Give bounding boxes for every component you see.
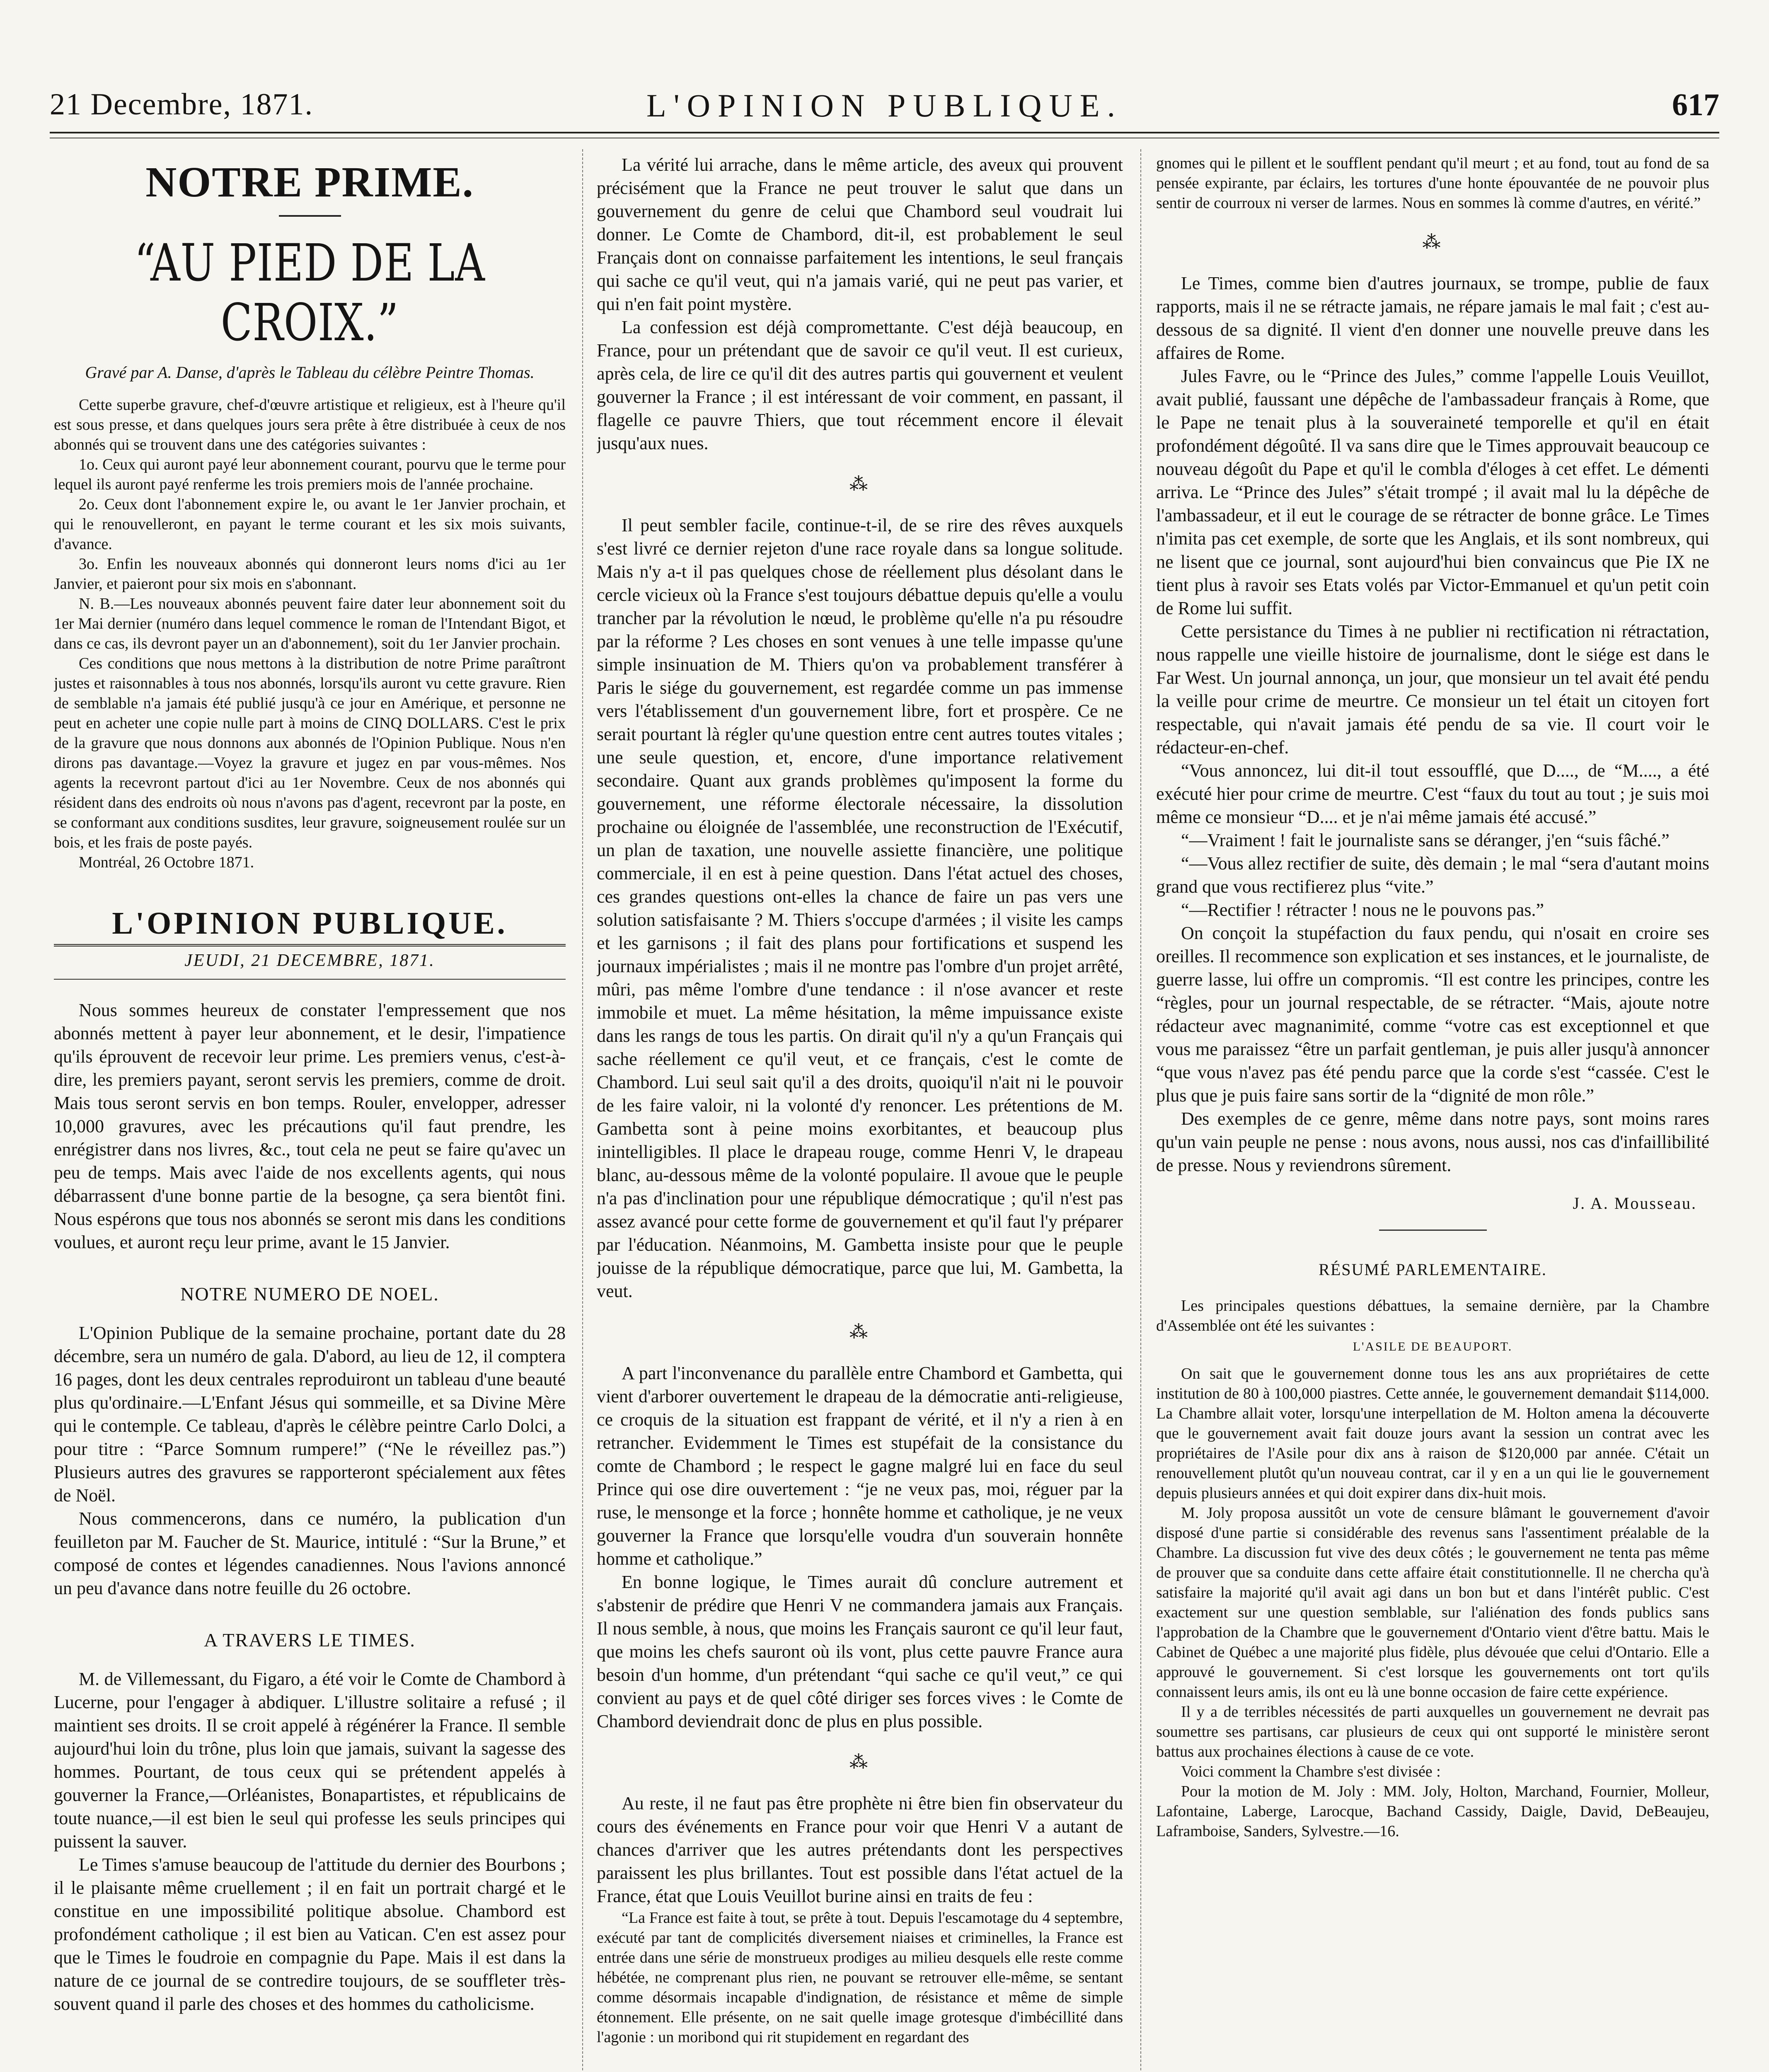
- column-3: [1156, 153, 1709, 2072]
- column-divider: [1140, 149, 1141, 2072]
- times-paragraph: M. de Villemessant, du Figaro, a été voir le Comte de Chambord à Lucerne, pour l'engager à abdiquer. L'illustre solitaire a refusé ; il maintient ses droits. Il se croit appelé à régénérer la France. Il semble aujourd'hui loin du trône, plus loin que jamais, suivant la sagesse des hommes. Pourtant, de tous ceux qui se prétendent appelés à gouverner la France,—Orléanistes, Bonapartistes, et républicains de toute nuance,—il est bien le seul qui professe les seuls principes qui puissent la sauver.: [54, 1669, 566, 1852]
- section-ornament: ⁂: [849, 474, 870, 494]
- article-paragraph: La vérité lui arrache, dans le même article, des aveux qui prouvent précisément que la France ne peut trouver le salut que dans un gouvernement du genre de celui que Chambord seul voudrait lui donner. Le Comte de Chambord, dit-il, est probablement le seul Français dont on connaisse parfaitement les intentions, le seul français qui sache ce qu'il veut, qui n'a jamais varié, qui ne peut pas varier, et qui n'en fait point mystère.: [597, 155, 1123, 314]
- page-number: 617: [1672, 87, 1719, 122]
- section-rule: [1379, 1230, 1487, 1231]
- resume-paragraph: Il y a de terribles nécessités de parti auxquelles un gouvernement ne devrait pas soumettre ses partisans, car plusieurs de ceux qui ont supporté le ministère seront battus aux prochaines élections à cause de ce vote.: [1156, 1703, 1709, 1760]
- article-paragraph: Il peut sembler facile, continue-t-il, de se rire des rêves auxquels s'est livré ce dernier rejeton d'une race royale dans sa longue solitude. Mais n'y a-t il pas quelques chose de réellement plus désolant dans le cercle vicieux où la France s'est toujours débattue depuis qu'elle a voulu trancher par la révolution le nœud, le problème qu'elle n'a pu résoudre par la réforme ? Les choses en sont venues à une telle impasse qu'une simple insinuation de M. Thiers qu'on va probablement transférer à Paris le siége du gouvernement, est regardée comme un pas immense vers l'établissement d'un gouvernement libre, fort et prospère. Ce ne serait pourtant là régler qu'une question entre cent autres toutes vitales ; une seule question, et, encore, d'une importance relativement secondaire. Quant aux grands problèmes qu'imposent la forme du gouvernement, une réforme électorale nécessaire, la dissolution prochaine ou éloignée de l'assemblée, une reconstruction de l'Exécutif, un plan de taxation, une nouvelle assiette financière, une politique commerciale, il en est à peine question. Dans l'état actuel des choses, ces grandes questions ont-elles la chance de faire un pas vers une solution satisfaisante ? M. Thiers s'occupe d'armées ; il visite les camps et les garnisons ; il fait des plans pour fortifications et suspend les journaux impérialistes ; mais il ne montre pas l'ombre d'un projet arrêté, mûri, pas même l'ombre d'une tendance : il n'ose avancer et reste immobile et muet. La même hésitation, la même impuissance existe dans les rangs de tous les partis. On dirait qu'il n'y a qu'un Français qui sache réellement ce qu'il veut, et ce français, c'est le comte de Chambord. Lui seul sait qu'il a des droits, quoiqu'il n'ait ni le pouvoir de les faire valoir, ni la volonté d'y renoncer. Les prétentions de M. Gambetta sont à peine moins exorbitantes, et beaucoup plus inintelligibles. Il place le drapeau rouge, comme Henri V, le drapeau blanc, au-dessous même de la volonté populaire. Il avoue que le peuple n'a pas d'inclination pour une république démocratique ; qu'il n'est pas assez avancé pour cette forme de gouvernement et qu'il faut l'y préparer par l'éducation. Néanmoins, M. Gambetta insiste pour que le peuple jouisse de la république démocratique, parce que lui, M. Gambetta, la veut.: [597, 515, 1123, 1301]
- column-1: [54, 153, 566, 2072]
- section-ornament: ⁂: [1422, 232, 1443, 252]
- article-paragraph: Jules Favre, ou le “Prince des Jules,” comme l'appelle Louis Veuillot, avait publié, faussant une dépêche de l'ambassadeur français à Rome, que le Pape ne tenait plus à la souveraineté temporelle et qu'il en était profondément dégoûté. Il va sans dire que le Times approuvait beaucoup ce nouveau dégoût du Pape et qu'il le combla d'éloges à cet effet. Le démenti arriva. Le “Prince des Jules” s'était trompé ; il avait mal lu la dépêche de l'ambassadeur, et il eut le courage de se rétracter de bonne grâce. Le Times n'imita pas cet exemple, de sorte que les Anglais, et ils sont nombreux, qui ne lisent que ce journal, sont aujourd'hui bien convaincus que Pie IX ne tient plus à ravoir ses Etats volés par Victor-Emmanuel et qu'un petit coin de Rome lui suffit.: [1156, 366, 1709, 618]
- resume-paragraph: Voici comment la Chambre s'est divisée :: [1181, 1763, 1441, 1780]
- resume-heading: RÉSUMÉ PARLEMENTAIRE.: [1319, 1260, 1547, 1279]
- noel-paragraph: Nous commencerons, dans ce numéro, la publication d'un feuilleton par M. Faucher de St. Maurice, intitulé : “Sur la Brune,” et composé de contes et légendes canadiennes. Nous l'avions annoncé un peu d'avance dans notre feuille du 26 octobre.: [54, 1508, 566, 1598]
- article-paragraph: On conçoit la stupéfaction du faux pendu, qui n'osait en croire ses oreilles. Il recommence son explication et ses instances, et le journaliste, de guerre lasse, lui offre un compromis. “Il est contre les principes, contre les “règles, pour un journal respectable, de se rétracter. “Mais, ajoute notre rédacteur avec magnanimité, comme “votre cas est exceptionnel et que vous me paraissez “être un parfait gentleman, je puis aller jusqu'à annoncer “que vous n'avez pas été pendu parce que la corde s'est “cassée. C'est le plus que je puis faire sans sortir de la “dignité de mon rôle.”: [1156, 923, 1709, 1106]
- article-paragraph: Cette persistance du Times à ne publier ni rectification ni rétractation, nous rappelle une vieille histoire de journalisme, dont le siége est dans le Far West. Un journal annonça, un jour, que monsieur un tel avait été pendu la veille pour crime de meurtre. Ce monsieur un tel était un citoyen fort respectable, qui n'avait jamais été pendu de sa vie. Il court voir le rédacteur-en-chef.: [1156, 621, 1709, 758]
- article-paragraph: Des exemples de ce genre, même dans notre pays, sont moins rares qu'un vain peuple ne pense : nous avons, nous aussi, nos cas d'infaillibilité de presse. Nous y reviendrons sûrement.: [1156, 1109, 1709, 1175]
- article-paragraph: La confession est déjà compromettante. C'est déjà beaucoup, en France, pour un prétendant que de savoir ce qu'il veut. Il est curieux, après cela, de lire ce qu'il dit des autres partis qui gouvernent et veulent gouverner la France ; il est intéressant de voir comment, en passant, il flagelle ce pauvre Thiers, que tout récemment encore il élevait jusqu'aux nues.: [597, 317, 1123, 453]
- dateline: JEUDI, 21 DECEMBRE, 1871.: [184, 951, 435, 970]
- article-paragraph: En bonne logique, le Times aurait dû conclure autrement et s'abstenir de prédire que Henri V ne commandera jamais aux Français. Il nous semble, à nous, que moins les Français sauront ce qu'il leur faut, que moins les chefs sauront où ils vont, plus cette pauvre France aura besoin d'un homme, d'un prétendant “qui sache ce qu'il veut,” ce qui convient au pays et de quel côté diriger ses forces vives : le Comte de Chambord deviendrait donc de plus en plus possible.: [597, 1572, 1123, 1731]
- heading-rule: [279, 215, 341, 217]
- dialogue-line: “—Vraiment ! fait le journaliste sans se déranger, j'en “suis fâché.”: [1181, 830, 1670, 850]
- engraving-title: “AU PIED DE LA CROIX.”: [134, 233, 485, 353]
- newspaper-title: L'OPINION PUBLIQUE.: [646, 87, 1123, 123]
- noel-paragraph: L'Opinion Publique de la semaine prochaine, portant date du 28 décembre, sera un numéro de gala. D'abord, au lieu de 12, il comptera 16 pages, dont les deux centrales reproduiront un tableau d'une beauté plus qu'ordinaire.—L'Enfant Jésus qui sommeille, et sa Divine Mère qui le contemple. Ce tableau, d'après le célèbre peintre Carlo Dolci, a pour titre : “Parce Somnum rumpere!” (“Ne le réveillez pas.”) Plusieurs autres des gravures se rapporteront spécialement aux fêtes de Noël.: [54, 1323, 566, 1506]
- article-paragraph: Au reste, il ne faut pas être prophète ni être bien fin observateur du cours des événements en France pour voir que Henri V a autant de chances d'arriver que les autres prétendants dont les perspectives paraissent les plus brillantes. Tout est possible dans l'état actuel de la France, état que Louis Veuillot burine ainsi en traits de feu :: [597, 1793, 1123, 1906]
- asile-subheading: L'ASILE DE BEAUPORT.: [1353, 1340, 1513, 1353]
- resume-intro: Les principales questions débattues, la semaine dernière, par la Chambre d'Assemblée ont été les suivantes :: [1156, 1297, 1709, 1334]
- intro-paragraph: Nous sommes heureux de constater l'empressement que nos abonnés mettent à payer leur abonnement, et le desir, l'impatience qu'ils éprouvent de recevoir leur prime. Les premiers venus, c'est-à-dire, les premiers payant, seront servis les premiers, comme de droit. Mais tous seront servis en bon temps. Rouler, envelopper, adresser 10,000 gravures, avec les précautions qu'il faut prendre, les enrégistrer dans nos livres, &c., tout cela ne peut se faire qu'avec un peu de temps. Mais avec l'aide de nos excellents agents, qui nous débarrassent d'une bonne partie de la besogne, ça sera bientôt fini. Nous espérons que tous nos abonnés se seront mis dans les conditions voulues, et auront reçu leur prime, avant le 15 Janvier.: [54, 1000, 566, 1252]
- prime-paragraph: Ces conditions que nous mettons à la distribution de notre Prime paraîtront justes et raisonnables à tous nos abonnés, lorsqu'ils auront vu cette gravure. Rien de semblable n'a jamais été publié jusqu'à ce jour en Amérique, et personne ne peut en acheter une copie nulle part à moins de CINQ DOLLARS. C'est le prix de la gravure que nous donnons aux abonnés de l'Opinion Publique. Nous n'en dirons pas davantage.—Voyez la gravure et jugez en par vous-mêmes. Nos agents la recevront partout d'ici au 1er Novembre. Ceux de nos abonnés qui résident dans des endroits où nous n'avons pas d'agent, recevront par la poste, en se conformant aux conditions susdites, leur gravure, soigneusement roulée sur un bois, et les frais de poste payés.: [54, 655, 566, 851]
- prime-paragraph: 1o. Ceux qui auront payé leur abonnement courant, pourvu que le terme pour lequel ils auront payé renferme les trois premiers mois de l'année prochaine.: [54, 456, 566, 493]
- dialogue-line: “Vous annoncez, lui dit-il tout essoufflé, que D...., de “M...., a été exécuté hier pour crime de meurtre. C'est “faux du tout au tout ; je suis moi même ce monsieur “D.... et je n'ai même jamais été accusé.”: [1156, 760, 1709, 827]
- prime-paragraph: 3o. Enfin les nouveaux abonnés qui donneront leurs noms d'ici au 1er Janvier, et paieront pour six mois en s'abonnant.: [54, 555, 566, 593]
- running-head: [50, 87, 1719, 137]
- article-paragraph: Le Times, comme bien d'autres journaux, se trompe, publie de faux rapports, mais il ne se rétracte jamais, ne répare jamais le mal fait ; c'est au-dessous de sa dignité. Il vient d'en donner une nouvelle preuve dans les affaires de Rome.: [1156, 273, 1709, 363]
- issue-date: 21 Decembre, 1871.: [50, 87, 314, 121]
- article-paragraph: A part l'inconvenance du parallèle entre Chambord et Gambetta, qui vient d'arborer ouvertement le drapeau de la démocratie anti-religieuse, ce croquis de la situation est frappant de vérité, et il n'y a rien à en retrancher. Evidemment le Times est stupéfait de la consistance du comte de Chambord ; le respect le gagne malgré lui en face du seul Prince qui ose dire ouvertement : “je ne veux pas, moi, réguer par la ruse, le mensonge et la force ; honnête homme et catholique, je ne veux gouverner la France que lorsqu'elle voudra d'un souverain honnête homme et catholique.”: [597, 1363, 1123, 1569]
- times-paragraph: Le Times s'amuse beaucoup de l'attitude du dernier des Bourbons ; il le plaisante même cruellement ; il en fait un portrait chargé et le constitue en une impossibilité politique absolue. Chambord est profondément catholique ; il est bien au Vatican. C'en est assez pour que le Times le foudroie en compagnie du Pape. Mais il est dans la nature de ce journal de se contredire toujours, de se souffleter très-souvent quand il parle des choses et des hommes du catholicisme.: [54, 1854, 566, 2014]
- dialogue-line: “—Rectifier ! rétracter ! nous ne le pouvons pas.”: [1181, 900, 1544, 920]
- column-2: [597, 153, 1123, 2072]
- prime-heading: NOTRE PRIME.: [145, 158, 474, 206]
- veuillot-quote-continued: gnomes qui le pillent et le soufflent pendant qu'il meurt ; et au fond, tout au fond de sa pensée expirante, par éclairs, les tortures d'une honte épouvantée de ne pouvoir plus sentir de courroux ni verser de larmes. Nous en sommes là comme d'autres, en vérité.”: [1156, 155, 1709, 212]
- resume-paragraph: On sait que le gouvernement donne tous les ans aux propriétaires de cette institution de 80 à 100,000 piastres. Cette année, le gouvernement demandait $114,000. La Chambre allait voter, lorsqu'une interpellation de M. Holton amena la découverte que le gouvernement avait fait douze jours avant la session un contrat avec les propriétaires de l'Asile pour dix ans à raison de $120,000 par année. C'était un renouvellement plutôt qu'un nouveau contrat, car il y en a un qui lie le gouvernement depuis plusieurs années et qui doit expirer dans dix-huit mois.: [1156, 1365, 1709, 1502]
- engraving-credit: Gravé par A. Danse, d'après le Tableau du célèbre Peintre Thomas.: [85, 363, 535, 382]
- prime-paragraph: 2o. Ceux dont l'abonnement expire le, ou avant le 1er Janvier prochain, et qui le renouvelleront, en payant le terme courant et les six mois suivants, d'avance.: [54, 496, 566, 553]
- dateline-rule: [54, 979, 566, 980]
- times-heading: A TRAVERS LE TIMES.: [204, 1629, 416, 1651]
- masthead: L'OPINION PUBLIQUE.: [54, 905, 566, 946]
- author-signature: J. A. Mousseau.: [1573, 1194, 1697, 1213]
- section-ornament: ⁂: [849, 1322, 870, 1342]
- section-ornament: ⁂: [849, 1752, 870, 1772]
- dialogue-line: “—Vous allez rectifier de suite, dès demain ; le mal “sera d'autant moins grand que vous rectifierez plus “vite.”: [1156, 853, 1709, 897]
- prime-paragraph: N. B.—Les nouveaux abonnés peuvent faire dater leur abonnement soit du 1er Mai dernier (numéro dans lequel commence le roman de l'Intendant Bigot, et dans ce cas, ils devront payer un an d'abonnement), soit du 1er Janvier prochain.: [54, 595, 566, 652]
- header-rule: [50, 132, 1719, 133]
- column-divider: [582, 149, 583, 2072]
- prime-paragraph: Cette superbe gravure, chef-d'œuvre artistique et religieux, est à l'heure qu'il est sous presse, et dans quelques jours sera prête à être distribuée à ceux de nos abonnés qui se trouvent dans une des catégories suivantes :: [54, 396, 566, 453]
- resume-paragraph: M. Joly proposa aussitôt un vote de censure blâmant le gouvernement d'avoir disposé d'une partie si considérable des revenus sans l'assentiment préalable de la Chambre. La discussion fut vive des deux côtés ; le gouvernement ne tenta pas même de prouver que sa conduite dans cette affaire était constitutionnelle. Il ne chercha qu'à satisfaire la majorité qu'il avait agi dans un bon but et dans l'intérêt public. C'est exactement sur une question semblable, sur l'aliénation des fonds publics sans l'approbation de la Chambre que le gouvernement d'Ontario vient d'être battu. Mais le Cabinet de Québec a une majorité plus fidèle, plus dévouée que celui d'Ontario. Elle a approuvé le gouvernement. Si c'est lorsque les gouvernements ont tort qu'ils connaissent leurs amis, ils ont eu là une bonne occasion de faire cette expérience.: [1156, 1504, 1709, 1701]
- prime-signoff: Montréal, 26 Octobre 1871.: [79, 854, 254, 871]
- resume-paragraph: Pour la motion de M. Joly : MM. Joly, Holton, Marchand, Fournier, Molleur, Lafontaine, Laberge, Larocque, Bachand Cassidy, Daigle, David, DeBeaujeu, Laframboise, Sanders, Sylvestre.—16.: [1156, 1783, 1709, 1840]
- noel-heading: NOTRE NUMERO DE NOEL.: [180, 1283, 439, 1305]
- veuillot-quote: “La France est faite à tout, se prête à tout. Depuis l'escamotage du 4 septembre, exécuté par tant de complicités diversement niaises et criminelles, la France est entrée dans une série de monstrueux prodiges au milieu desquels elle reste comme hébétée, ne comprenant plus rien, ne pouvant se retrouver elle-même, se sentant comme désormais incapable d'indignation, de résistance et même de simple étonnement. Elle présente, on ne sait quelle image grotesque d'imbécillité dans l'agonie : un moribond qui rit stupidement en regardant des: [597, 1909, 1123, 2046]
